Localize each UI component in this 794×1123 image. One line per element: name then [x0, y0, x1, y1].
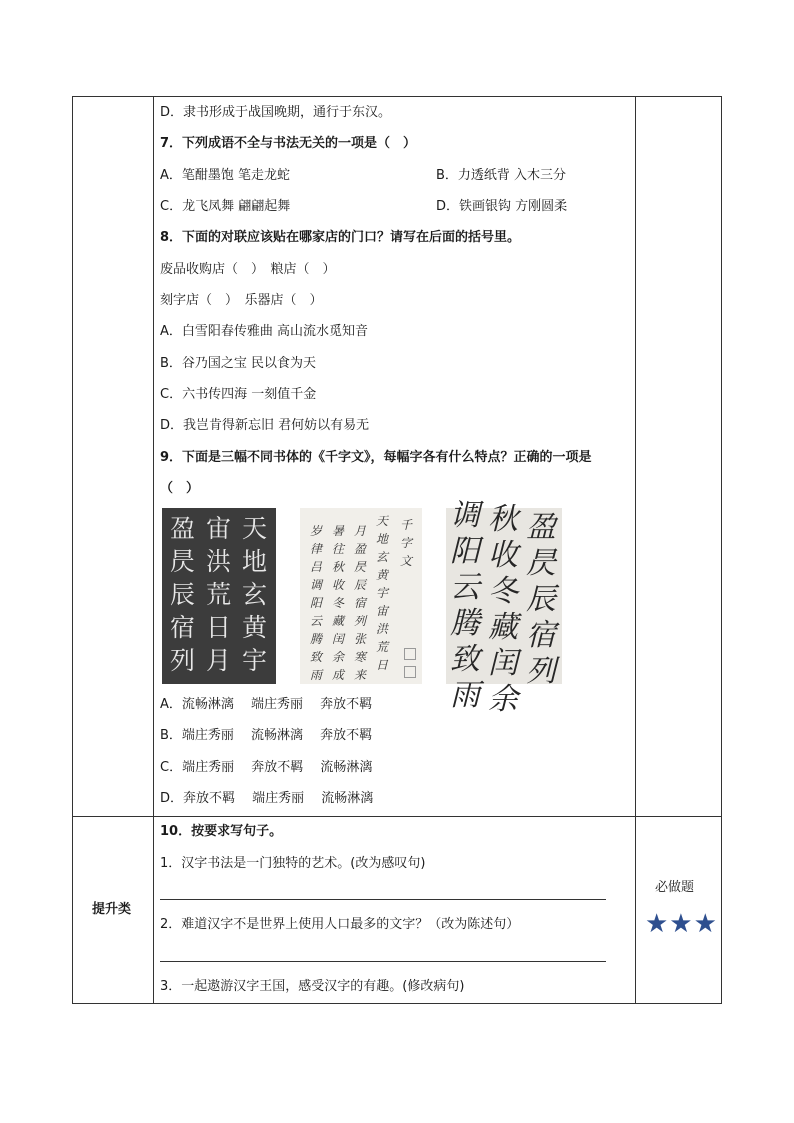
q9-option-a: A．流畅淋漓 端庄秀丽 奔放不羁: [160, 697, 373, 712]
callig-char: 云: [450, 570, 480, 605]
callig-char: 列: [170, 646, 196, 675]
callig-char: 致: [450, 642, 480, 677]
callig-char: 日: [376, 658, 389, 672]
callig-char: 辰: [354, 578, 367, 592]
callig-char: 张: [354, 632, 367, 646]
callig-column: [376, 512, 388, 674]
q8-stem: 8．下面的对联应该贴在哪家店的门口？请写在后面的括号里。: [160, 230, 521, 245]
callig-char: 辰: [170, 580, 196, 609]
row-divider: [73, 816, 721, 817]
q9-stem-cont: （ ）: [160, 481, 200, 496]
callig-char: 藏: [488, 610, 518, 645]
q9-option-d: D．奔放不羁 端庄秀丽 流畅淋漓: [160, 791, 374, 806]
q9-stem: 9．下面是三幅不同书体的《千字文》，每幅字各有什么特点？正确的一项是: [160, 450, 592, 465]
callig-char: 闰: [488, 646, 518, 681]
callig-char: 盈: [526, 510, 556, 545]
difficulty-stars: ★★★: [645, 909, 718, 939]
callig-char: 地: [242, 547, 268, 576]
q7-option-b: B．力透纸背 入木三分: [436, 168, 567, 183]
q9-option-c: C．端庄秀丽 奔放不羁 流畅淋漓: [160, 760, 373, 775]
callig-char: 天: [376, 514, 389, 528]
q8-option-c: C．六书传四海 一刻值千金: [160, 387, 317, 402]
callig-char: 成: [332, 668, 345, 682]
callig-char: 列: [354, 614, 367, 628]
q10-item-1: 1．汉字书法是一门独特的艺术。(改为感叹句): [160, 856, 426, 871]
callig-char: 余: [488, 682, 518, 717]
callig-char: 列: [526, 654, 556, 689]
callig-column: [170, 512, 195, 677]
q10-item-2: 2．难道汉字不是世界上使用人口最多的文字？（改为陈述句）: [160, 917, 520, 932]
q8-option-a: A．白雪阳春传雅曲 高山流水觅知音: [160, 324, 369, 339]
callig-char: 昃: [354, 560, 367, 574]
callig-char: 宿: [526, 618, 556, 653]
callig-char: 玄: [376, 550, 389, 564]
q8-option-d: D．我岂肯得新忘旧 君何妨以有易无: [160, 418, 370, 433]
callig-char: 宙: [376, 604, 389, 618]
callig-column: [526, 510, 556, 690]
q7-option-d: D．铁画银钩 方刚圆柔: [436, 199, 568, 214]
q7-stem: 7．下列成语不全与书法无关的一项是（ ）: [160, 136, 417, 151]
callig-char: 冬: [332, 596, 345, 610]
callig-char: 日: [206, 613, 232, 642]
callig-char: 致: [310, 650, 323, 664]
q10-stem: 10．按要求写句子。: [160, 824, 283, 839]
callig-char: 宿: [354, 596, 367, 610]
callig-char: 调: [310, 578, 323, 592]
callig-column: [354, 522, 366, 684]
callig-char: 字: [400, 536, 413, 550]
callig-char: 地: [376, 532, 389, 546]
callig-char: 收: [488, 538, 518, 573]
callig-char: 宇: [376, 586, 389, 600]
callig-char: 玄: [242, 580, 268, 609]
seal-stamp: [404, 666, 416, 678]
q9-option-b: B．端庄秀丽 流畅淋漓 奔放不羁: [160, 728, 373, 743]
callig-column: [242, 512, 267, 677]
callig-char: 天: [242, 514, 268, 543]
kaishu-image: [162, 508, 276, 684]
callig-column: [450, 498, 480, 714]
callig-char: 盈: [354, 542, 367, 556]
callig-column: [400, 516, 412, 570]
callig-column: [488, 502, 518, 718]
callig-char: 藏: [332, 614, 345, 628]
callig-char: 阳: [310, 596, 323, 610]
callig-char: 昃: [526, 546, 556, 581]
callig-char: 吕: [310, 560, 323, 574]
callig-char: 收: [332, 578, 345, 592]
callig-char: 雨: [450, 678, 480, 713]
callig-column: [332, 522, 344, 684]
callig-char: 月: [354, 524, 367, 538]
caoshu-image: [446, 498, 562, 717]
callig-char: 来: [354, 668, 367, 682]
callig-char: 秋: [488, 502, 518, 537]
callig-char: 辰: [526, 582, 556, 617]
q8-shop-line-2: 刻字店（ ） 乐器店（ ）: [160, 293, 323, 308]
callig-char: 暑: [332, 524, 345, 538]
q8-shop-line-1: 废品收购店（ ） 粮店（ ）: [160, 262, 336, 277]
callig-char: 荒: [376, 640, 389, 654]
callig-char: 余: [332, 650, 345, 664]
q8-option-b: B．谷乃国之宝 民以食为天: [160, 356, 317, 371]
q7-option-a: A．笔酣墨饱 笔走龙蛇: [160, 168, 291, 183]
q10-item-3: 3．一起遨游汉字王国，感受汉字的有趣。(修改病句): [160, 979, 465, 994]
xingshu-image: [300, 508, 422, 684]
callig-char: 宿: [170, 613, 196, 642]
callig-char: 调: [450, 498, 480, 533]
answer-line[interactable]: [160, 899, 606, 900]
callig-char: 往: [332, 542, 345, 556]
callig-char: 黄: [376, 568, 389, 582]
seal-stamp: [404, 648, 416, 660]
difficulty-label: 必做题: [655, 880, 695, 895]
column-divider: [635, 97, 636, 1003]
callig-char: 盈: [170, 514, 196, 543]
column-divider: [153, 97, 154, 1003]
callig-char: 律: [310, 542, 323, 556]
callig-char: 云: [310, 614, 323, 628]
callig-column: [310, 522, 322, 684]
callig-column: [206, 512, 231, 677]
callig-char: 黄: [242, 613, 268, 642]
callig-char: 闰: [332, 632, 345, 646]
callig-char: 阳: [450, 534, 480, 569]
callig-char: 洪: [376, 622, 389, 636]
callig-char: 文: [400, 554, 413, 568]
callig-char: 腾: [450, 606, 480, 641]
callig-char: 腾: [310, 632, 323, 646]
callig-char: 寒: [354, 650, 367, 664]
callig-char: 冬: [488, 574, 518, 609]
callig-char: 千: [400, 518, 413, 532]
callig-char: 宙: [206, 514, 232, 543]
answer-line[interactable]: [160, 961, 606, 962]
q6-option-d: D．隶书形成于战国晚期，通行于东汉。: [160, 105, 392, 120]
callig-char: 荒: [206, 580, 232, 609]
callig-char: 岁: [310, 524, 323, 538]
callig-char: 昃: [170, 547, 196, 576]
section-label: 提升类: [92, 902, 132, 917]
callig-char: 宇: [242, 646, 268, 675]
callig-char: 雨: [310, 668, 323, 682]
callig-char: 秋: [332, 560, 345, 574]
callig-char: 洪: [206, 547, 232, 576]
q7-option-c: C．龙飞凤舞 翩翩起舞: [160, 199, 291, 214]
callig-char: 月: [206, 646, 232, 675]
